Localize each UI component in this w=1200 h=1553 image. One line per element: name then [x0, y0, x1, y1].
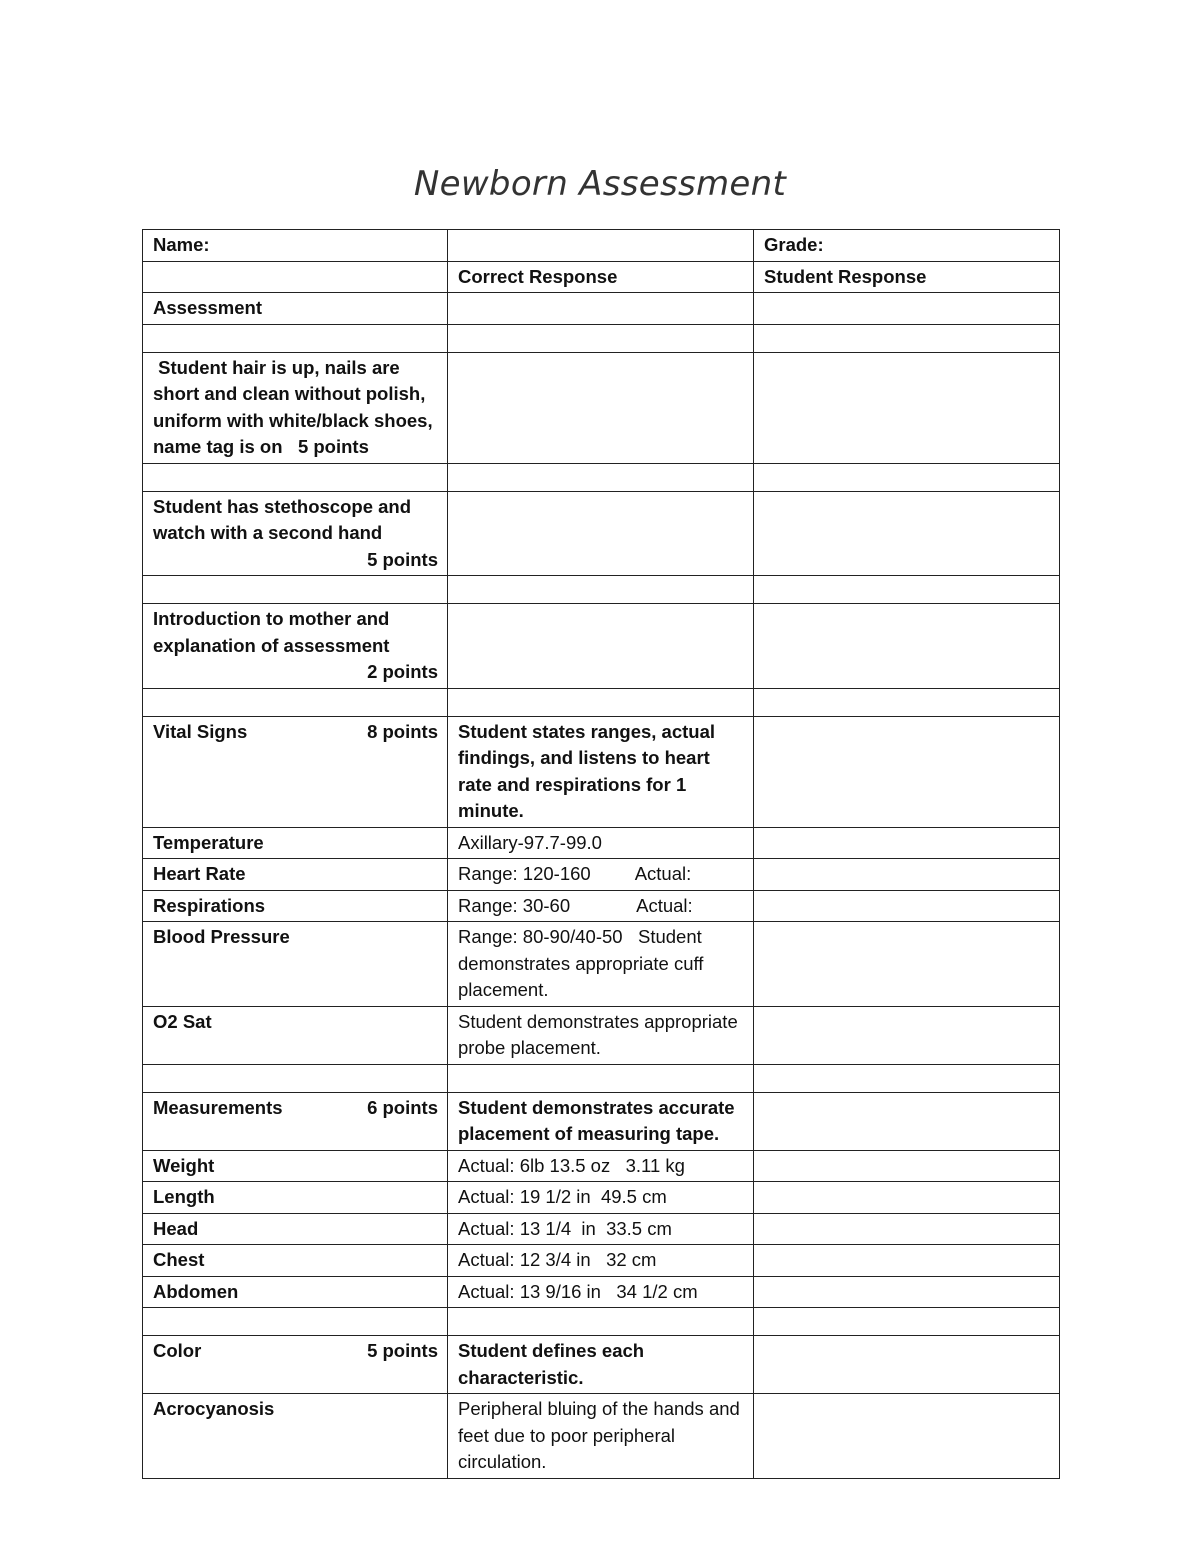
student-response-cell[interactable] — [754, 1006, 1060, 1064]
vital-signs-instruction: Student states ranges, actual findings, and listens to heart rate and respirations for 1 minute. — [448, 716, 754, 827]
student-response-cell[interactable] — [754, 324, 1060, 352]
table-row — [143, 261, 1060, 293]
empty-cell — [143, 688, 448, 716]
assessment-table — [142, 229, 1060, 1479]
length-label: Length — [143, 1182, 448, 1214]
student-response-cell[interactable] — [754, 1308, 1060, 1336]
abdomen-response: Actual: 13 9/16 in 34 1/2 cm — [448, 1276, 754, 1308]
chest-response: Actual: 12 3/4 in 32 cm — [448, 1245, 754, 1277]
respirations-range: Range: 30-60 — [458, 894, 571, 916]
acrocyanosis-label: Acrocyanosis — [143, 1394, 448, 1479]
blood-pressure-response: Range: 80-90/40-50 Student demonstrates appropriate cuff placement. — [448, 922, 754, 1007]
student-response-cell[interactable] — [754, 1182, 1060, 1214]
weight-label: Weight — [143, 1150, 448, 1182]
table-row — [143, 1213, 1060, 1245]
spacer-row — [143, 1308, 1060, 1336]
measurements-instruction: Student demonstrates accurate placement of measuring tape. — [448, 1092, 754, 1150]
student-response-cell[interactable] — [754, 922, 1060, 1007]
empty-cell — [143, 1308, 448, 1336]
acrocyanosis-response: Peripheral bluing of the hands and feet due to poor peripheral circulation. — [448, 1394, 754, 1479]
abdomen-label: Abdomen — [143, 1276, 448, 1308]
respirations-actual: Actual: — [636, 894, 693, 916]
weight-response: Actual: 6lb 13.5 oz 3.11 kg — [448, 1150, 754, 1182]
table-row — [143, 1245, 1060, 1277]
empty-cell — [448, 352, 754, 463]
table-row — [143, 1276, 1060, 1308]
o2-sat-label: O2 Sat — [143, 1006, 448, 1064]
student-response-cell[interactable] — [754, 1213, 1060, 1245]
chest-label: Chest — [143, 1245, 448, 1277]
heart-rate-range: Range: 120-160 — [458, 863, 591, 884]
table-row — [143, 604, 1060, 689]
table-row — [143, 293, 1060, 325]
appearance-points: 5 points — [297, 436, 369, 457]
stethoscope-item — [143, 491, 448, 576]
introduction-points: 2 points — [367, 661, 438, 682]
heart-rate-label: Heart Rate — [143, 859, 448, 891]
page-title: Newborn Assessment — [413, 164, 787, 204]
color-label: Color — [153, 1340, 202, 1361]
student-response-cell[interactable] — [754, 604, 1060, 689]
empty-cell — [143, 463, 448, 491]
empty-cell — [448, 293, 754, 325]
table-row — [143, 1150, 1060, 1182]
spacer-row — [143, 1064, 1060, 1092]
correct-response-header: Correct Response — [448, 261, 754, 293]
student-response-cell[interactable] — [754, 890, 1060, 922]
respirations-label: Respirations — [143, 890, 448, 922]
student-response-cell[interactable] — [754, 1394, 1060, 1479]
appearance-item — [143, 352, 448, 463]
empty-cell — [143, 576, 448, 604]
empty-cell — [448, 324, 754, 352]
temperature-label: Temperature — [143, 827, 448, 859]
empty-cell — [448, 1064, 754, 1092]
assessment-label: Assessment — [143, 293, 448, 325]
empty-cell — [448, 576, 754, 604]
empty-cell — [448, 604, 754, 689]
spacer-row — [143, 463, 1060, 491]
introduction-item — [143, 604, 448, 689]
color-points: 5 points — [367, 1340, 438, 1361]
student-response-cell[interactable] — [754, 1092, 1060, 1150]
table-row — [143, 491, 1060, 576]
student-response-cell[interactable] — [754, 491, 1060, 576]
measurements-heading — [143, 1092, 448, 1150]
respirations-response — [448, 890, 754, 922]
o2-sat-response: Student demonstrates appropriate probe placement. — [448, 1006, 754, 1064]
empty-cell — [448, 491, 754, 576]
introduction-text: Introduction to mother and explanation of assessment — [153, 608, 390, 656]
table-row — [143, 1092, 1060, 1150]
student-response-cell[interactable] — [754, 293, 1060, 325]
vital-signs-label: Vital Signs — [153, 720, 248, 742]
empty-cell — [448, 463, 754, 491]
table-row — [143, 1006, 1060, 1064]
vital-signs-points: 8 points — [367, 720, 438, 742]
student-response-cell[interactable] — [754, 859, 1060, 891]
student-response-cell[interactable] — [754, 1336, 1060, 1394]
name-label: Name: — [143, 230, 448, 262]
table-row — [143, 1336, 1060, 1394]
table-row — [143, 716, 1060, 827]
color-heading — [143, 1336, 448, 1394]
table-row — [143, 352, 1060, 463]
student-response-cell[interactable] — [754, 463, 1060, 491]
table-row — [143, 230, 1060, 262]
student-response-cell[interactable] — [754, 1064, 1060, 1092]
vital-signs-heading — [143, 716, 448, 827]
student-response-cell[interactable] — [754, 1276, 1060, 1308]
temperature-response: Axillary-97.7-99.0 — [448, 827, 754, 859]
head-label: Head — [143, 1213, 448, 1245]
student-response-header: Student Response — [754, 261, 1060, 293]
table-row — [143, 1182, 1060, 1214]
student-response-cell[interactable] — [754, 576, 1060, 604]
table-row — [143, 890, 1060, 922]
grade-label: Grade: — [754, 230, 1060, 262]
table-row — [143, 827, 1060, 859]
head-response: Actual: 13 1/4 in 33.5 cm — [448, 1213, 754, 1245]
student-response-cell[interactable] — [754, 688, 1060, 716]
table-row — [143, 922, 1060, 1007]
student-response-cell[interactable] — [754, 1150, 1060, 1182]
stethoscope-points: 5 points — [367, 548, 438, 570]
blood-pressure-label: Blood Pressure — [143, 922, 448, 1007]
heart-rate-actual: Actual: — [634, 863, 692, 884]
empty-cell — [143, 1064, 448, 1092]
student-response-cell[interactable] — [754, 716, 1060, 827]
spacer-row — [143, 324, 1060, 352]
spacer-row — [143, 576, 1060, 604]
student-response-cell[interactable] — [754, 1245, 1060, 1277]
empty-cell — [143, 261, 448, 293]
empty-cell — [448, 1308, 754, 1336]
stethoscope-text: Student has stethoscope and watch with a second hand — [153, 495, 412, 543]
empty-cell — [143, 324, 448, 352]
student-response-cell[interactable] — [754, 827, 1060, 859]
table-row — [143, 859, 1060, 891]
measurements-points: 6 points — [367, 1096, 438, 1118]
spacer-row — [143, 688, 1060, 716]
measurements-label: Measurements — [153, 1096, 283, 1118]
appearance-text: Student hair is up, nails are short and clean without polish, uniform with white/black shoes, name tag is on — [153, 356, 433, 457]
empty-cell — [448, 688, 754, 716]
color-instruction: Student defines each characteristic. — [448, 1336, 754, 1394]
name-field[interactable] — [448, 230, 754, 262]
heart-rate-response — [448, 859, 754, 891]
student-response-cell[interactable] — [754, 352, 1060, 463]
length-response: Actual: 19 1/2 in 49.5 cm — [448, 1182, 754, 1214]
table-row — [143, 1394, 1060, 1479]
